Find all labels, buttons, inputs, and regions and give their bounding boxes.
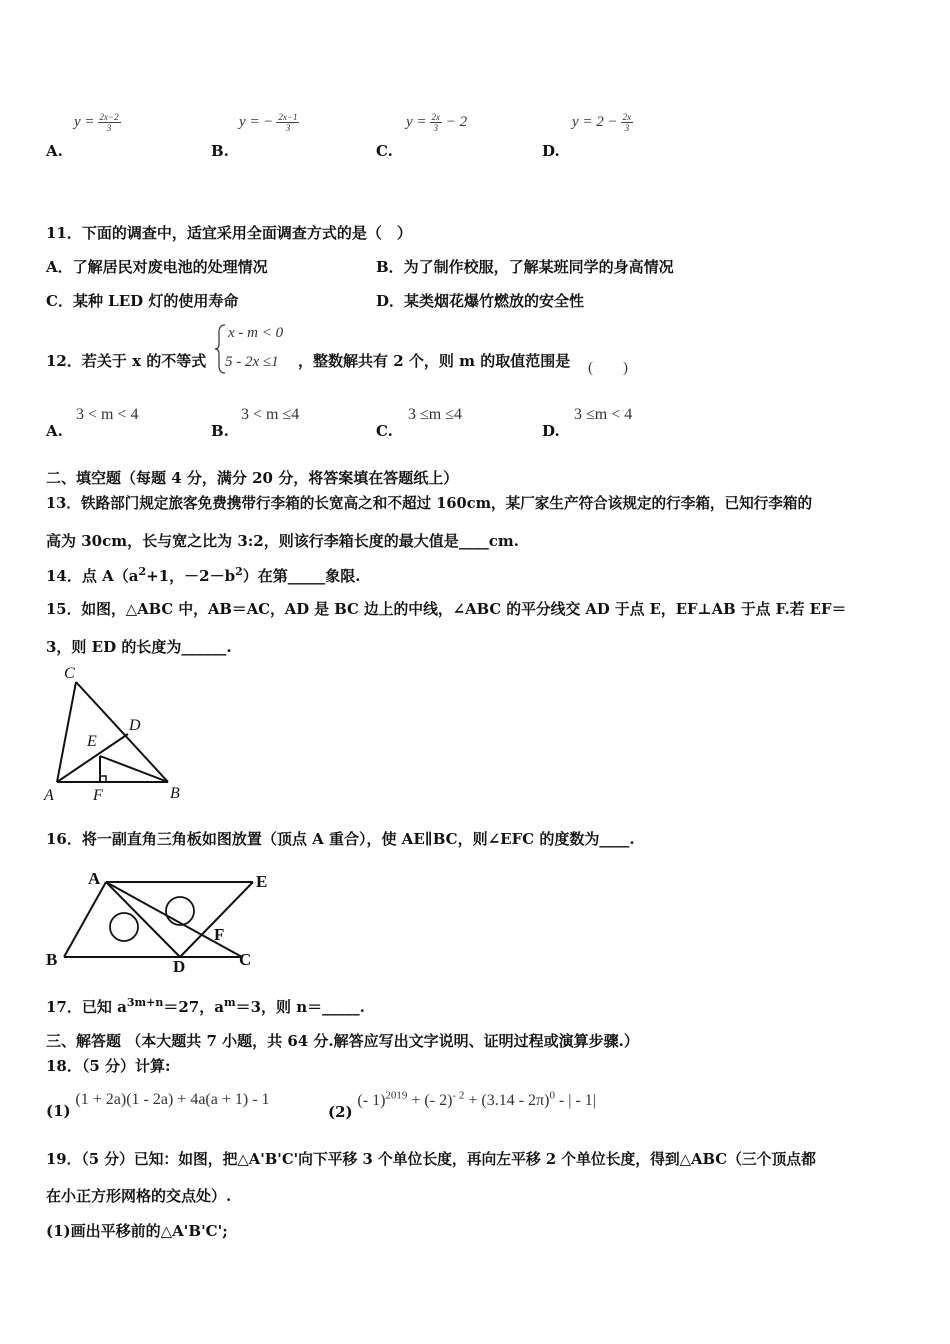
- q17-pre: 17．已知 a: [46, 998, 127, 1016]
- numerator: 2x: [431, 112, 441, 122]
- q18-part2-label: (2): [328, 1103, 353, 1122]
- option-expr: 3 < m < 4: [76, 406, 139, 423]
- formula: y = −: [239, 113, 274, 130]
- formula: y = 2 −: [572, 113, 618, 130]
- q19-line3: (1)画出平移前的△A'B'C';: [46, 1222, 228, 1240]
- q17-sup1: 3m+n: [126, 996, 164, 1009]
- q12-stem-post: ，整数解共有 2 个，则 m 的取值范围是: [298, 352, 571, 370]
- label-c: C: [64, 665, 75, 682]
- denominator: 3: [433, 123, 439, 133]
- q17-mid: ＝27，a: [163, 998, 224, 1016]
- option-expr: 3 ≤m < 4: [574, 406, 633, 423]
- label-a: A: [44, 787, 54, 804]
- numerator: 2x−1: [278, 112, 298, 122]
- option-label: B.: [211, 422, 229, 440]
- option-label: A.: [46, 142, 63, 160]
- q15-line1: 15．如图，△ABC 中，AB＝AC，AD 是 BC 边上的中线，∠ABC 的平分线交 AD 于点 E，EF⊥AB 于点 F.若 EF＝: [46, 601, 847, 618]
- q11-option-a[interactable]: A．了解居民对废电池的处理情况: [46, 258, 268, 276]
- q13-line2: 高为 30cm，长与宽之比为 3:2，则该行李箱长度的最大值是____cm.: [46, 532, 519, 550]
- option-label: D.: [542, 422, 560, 440]
- label-d: D: [129, 717, 141, 734]
- numerator: 2x: [622, 112, 632, 122]
- option-label: C.: [376, 422, 393, 440]
- label-e: E: [256, 872, 268, 891]
- label-e: E: [87, 733, 97, 750]
- label-f: F: [93, 787, 103, 804]
- q18-part2-term1: (- 1): [357, 1092, 386, 1110]
- option-expr: 3 ≤m ≤4: [408, 406, 463, 423]
- q12-stem-pre: 12．若关于 x 的不等式: [46, 352, 207, 370]
- q18-part2-sup3: 0: [549, 1090, 555, 1102]
- label-b: B: [46, 950, 58, 969]
- q18-part2-term3: + (3.14 - 2π): [464, 1092, 550, 1110]
- q11-option-b[interactable]: B．为了制作校服，了解某班同学的身高情况: [376, 258, 674, 276]
- triangle-hole-left: [110, 913, 138, 941]
- segment-ab: [64, 882, 106, 957]
- segment-ca: [57, 682, 76, 782]
- label-f: F: [214, 925, 225, 944]
- q18-part1: [46, 1090, 270, 1120]
- q14-post: ）在第_____象限.: [242, 567, 361, 585]
- option-expr: 3 < m ≤4: [241, 406, 300, 423]
- q19-line2: 在小正方形网格的交点处）.: [46, 1187, 232, 1205]
- q18-part2-sup2: - 2: [452, 1090, 465, 1102]
- label-c: C: [239, 950, 252, 969]
- q12-answer-paren: ( ): [588, 360, 628, 376]
- q18-part2-term4: - | - 1|: [554, 1092, 596, 1110]
- q14-pre: 14．点 A（a: [46, 567, 139, 585]
- q18-part2-sup1: 2019: [385, 1090, 408, 1102]
- numerator: 2x−2: [99, 112, 119, 122]
- label-b: B: [170, 785, 180, 802]
- formula-tail: − 2: [445, 113, 468, 130]
- formula: y =: [406, 113, 427, 130]
- option-label: C.: [376, 142, 393, 160]
- denominator: 3: [106, 123, 112, 133]
- q13-line1: 13．铁路部门规定旅客免费携带行李箱的长宽高之和不超过 160cm，某厂家生产符合该规定的行李箱，已知行李箱的: [46, 495, 813, 512]
- q14-sup2: 2: [235, 565, 243, 578]
- q11-option-d[interactable]: D．某类烟花爆竹燃放的安全性: [376, 292, 585, 310]
- section-3-heading: 三、解答题 （本大题共 7 小题，共 64 分.解答应写出文字说明、证明过程或演算步骤.）: [46, 1032, 639, 1050]
- triangle-hole-right: [166, 897, 194, 925]
- q14-mid: +1，－2－b: [146, 567, 236, 585]
- q15-line2: 3，则 ED 的长度为______.: [46, 638, 232, 656]
- q17-text: [46, 996, 365, 1017]
- q16-figure: [40, 862, 280, 981]
- q11-option-c[interactable]: C．某种 LED 灯的使用寿命: [46, 292, 239, 310]
- q19-line1: 19．（5 分）已知：如图，把△A'B'C'向下平移 3 个单位长度，再向左平移 2 个单位长度，得到△ABC（三个顶点都: [46, 1151, 816, 1168]
- q15-figure: [40, 660, 200, 809]
- q14-sup1: 2: [138, 565, 147, 578]
- q18-part1-label: (1): [46, 1102, 71, 1120]
- denominator: 3: [285, 123, 291, 133]
- section-2-heading: 二、填空题（每题 4 分，满分 20 分，将答案填在答题纸上）: [46, 469, 459, 487]
- q18-part2-term2: + (- 2): [407, 1092, 453, 1110]
- option-label: D.: [542, 142, 560, 160]
- q12-system-line2: 5 - 2x ≤1: [225, 354, 279, 370]
- q12-system-line1: x - m < 0: [228, 325, 284, 341]
- option-label: A.: [46, 422, 63, 440]
- formula: y =: [74, 113, 95, 130]
- option-label: B.: [211, 142, 229, 160]
- label-d: D: [173, 957, 186, 976]
- denominator: 3: [624, 123, 630, 133]
- q16-stem: 16．将一副直角三角板如图放置（顶点 A 重合），使 AE∥BC，则∠EFC 的度数为____.: [46, 830, 635, 848]
- segment-be: [100, 756, 168, 782]
- q18-part1-expr: (1 + 2a)(1 - 2a) + 4a(a + 1) - 1: [75, 1091, 270, 1108]
- q14-text: [46, 565, 360, 586]
- segment-ac: [106, 882, 242, 957]
- label-a: A: [88, 869, 101, 888]
- q11-stem: 11．下面的调查中，适宜采用全面调查方式的是（ ）: [46, 224, 412, 242]
- segment-cb: [76, 682, 168, 782]
- q18-stem: 18．（5 分）计算:: [46, 1057, 171, 1075]
- q17-sup2: m: [223, 996, 236, 1009]
- q17-post: ＝3，则 n＝_____.: [235, 998, 365, 1016]
- q18-part2: [328, 1090, 596, 1122]
